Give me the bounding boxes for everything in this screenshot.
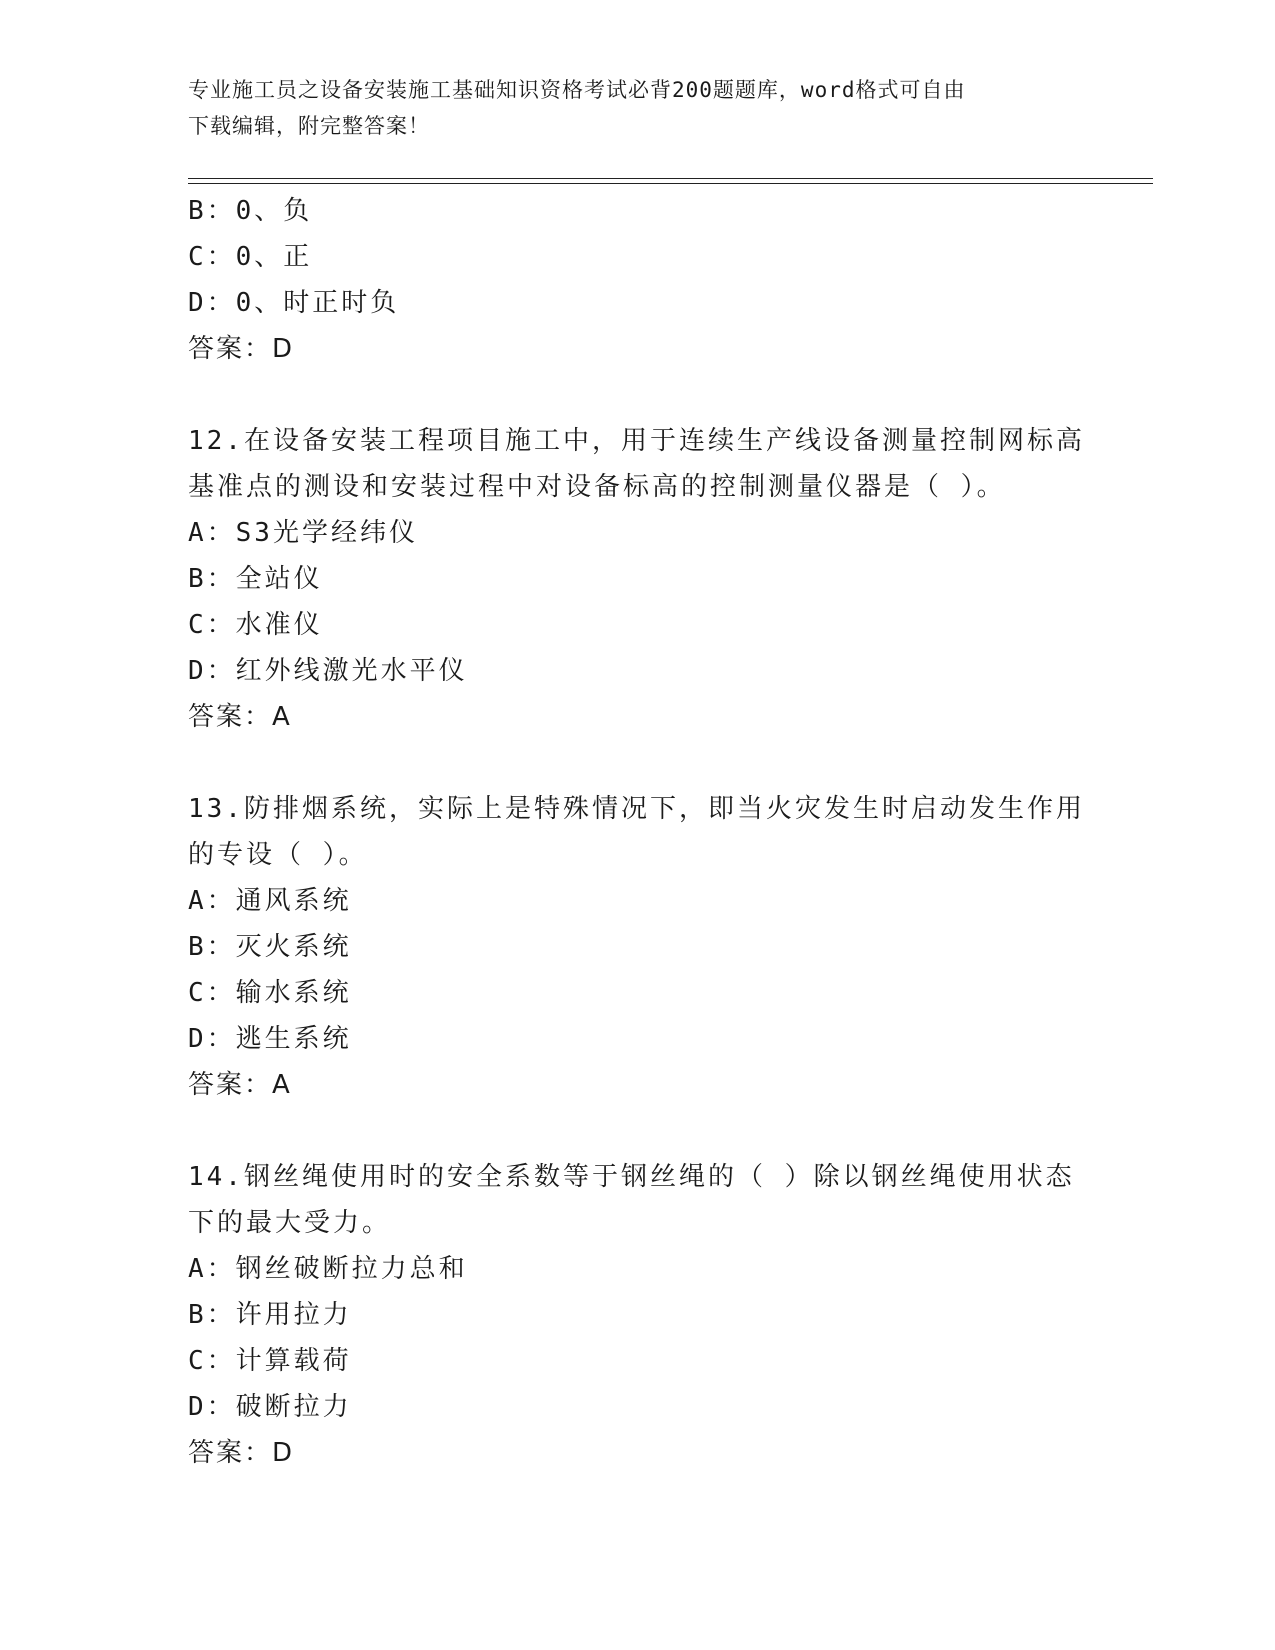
header-divider-bottom xyxy=(188,183,1153,184)
option-b: B：0、负 xyxy=(188,196,313,226)
option-c: C：0、正 xyxy=(188,242,313,272)
question-text-line2: 的专设（ ）。 xyxy=(188,840,368,870)
option-c: C：输水系统 xyxy=(188,978,352,1008)
header-divider-top xyxy=(188,178,1153,179)
spacer xyxy=(188,740,1088,786)
option-b: B：灭火系统 xyxy=(188,932,352,962)
option-b: B：许用拉力 xyxy=(188,1300,352,1330)
question-13 xyxy=(188,786,1088,1108)
question-text-line1: 12.在设备安装工程项目施工中，用于连续生产线设备测量控制网标高 xyxy=(188,426,1085,456)
answer: 答案：D xyxy=(188,334,295,364)
answer: 答案：A xyxy=(188,702,292,732)
question-11 xyxy=(188,188,1088,372)
option-c: C：计算载荷 xyxy=(188,1346,352,1376)
option-a: A：钢丝破断拉力总和 xyxy=(188,1254,468,1284)
page-header xyxy=(188,72,1088,144)
header-title-line2: 下载编辑，附完整答案！ xyxy=(188,114,430,138)
option-d: D：破断拉力 xyxy=(188,1392,352,1422)
question-12 xyxy=(188,418,1088,740)
option-d: D：逃生系统 xyxy=(188,1024,352,1054)
question-text-line1: 14.钢丝绳使用时的安全系数等于钢丝绳的（ ）除以钢丝绳使用状态 xyxy=(188,1162,1075,1192)
option-d: D：0、时正时负 xyxy=(188,288,400,318)
option-a: A：通风系统 xyxy=(188,886,352,916)
option-b: B：全站仪 xyxy=(188,564,323,594)
spacer xyxy=(188,372,1088,418)
question-text-line2: 基准点的测设和安装过程中对设备标高的控制测量仪器是（ ）。 xyxy=(188,472,1006,502)
option-a: A：S3光学经纬仪 xyxy=(188,518,418,548)
answer: 答案：A xyxy=(188,1070,292,1100)
option-d: D：红外线激光水平仪 xyxy=(188,656,468,686)
question-list xyxy=(188,188,1088,1476)
option-c: C：水准仪 xyxy=(188,610,323,640)
question-text-line2: 下的最大受力。 xyxy=(188,1208,392,1238)
question-text-line1: 13.防排烟系统，实际上是特殊情况下，即当火灾发生时启动发生作用 xyxy=(188,794,1085,824)
answer: 答案：D xyxy=(188,1438,295,1468)
question-14 xyxy=(188,1154,1088,1476)
header-title-line1: 专业施工员之设备安装施工基础知识资格考试必背200题题库，word格式可自由 xyxy=(188,78,966,102)
spacer xyxy=(188,1108,1088,1154)
